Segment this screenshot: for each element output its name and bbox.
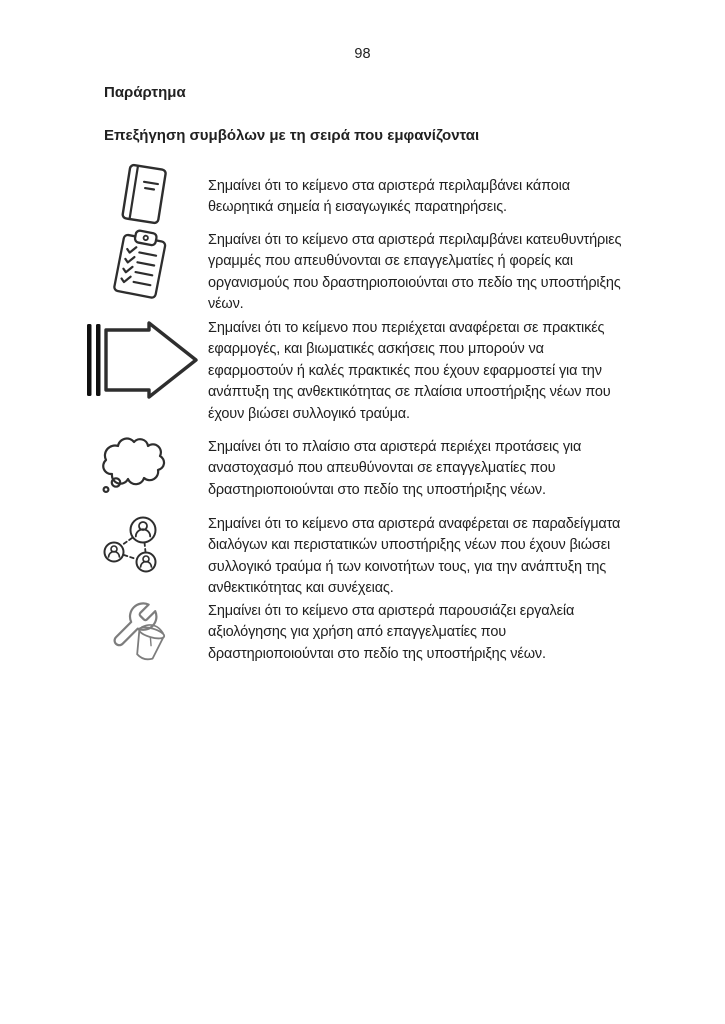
people-network-icon-graphic	[103, 514, 163, 576]
clipboard-checklist-icon	[110, 228, 172, 302]
legend-row-practices	[104, 318, 630, 425]
thought-cloud-icon	[96, 432, 168, 494]
assessment-tools-icon	[106, 597, 172, 665]
notebook-icon	[117, 163, 171, 227]
page-number: 98	[354, 46, 371, 62]
legend-row-theory	[104, 176, 630, 219]
appendix-title: Παράρτημα	[104, 84, 186, 101]
big-arrow-icon	[85, 320, 199, 400]
legend-row-tools	[104, 601, 630, 665]
notebook-icon-graphic	[117, 163, 171, 227]
legend-text-guidelines: Σημαίνει ότι το κείμενο στα αριστερά περιλαμβάνει κατευθυντήριες γραμμές που απευθύνονται σε επαγγελματίες ή φορείς και οργανισμούς που δραστηριοποιούνται στο πεδίο της υποστήριξης νέων.	[208, 232, 622, 313]
clipboard-icon-graphic	[110, 228, 172, 302]
thought-cloud-icon-graphic	[96, 432, 168, 494]
symbols-legend-subtitle: Επεξήγηση συμβόλων με τη σειρά που εμφανίζονται	[104, 127, 480, 144]
legend-text-reflection: Σημαίνει ότι το πλαίσιο στα αριστερά περιέχει προτάσεις για αναστοχασμό που απευθύνονται σε επαγγελματίες που δραστηριοποιούνται στο πεδίο της υποστήριξης νέων.	[208, 439, 582, 498]
legend-row-dialogues	[104, 514, 630, 600]
legend-row-guidelines	[104, 230, 630, 316]
legend-row-reflection	[104, 437, 630, 501]
legend-text-theory: Σημαίνει ότι το κείμενο στα αριστερά περιλαμβάνει κάποια θεωρητικά σημεία ή εισαγωγικές παρατηρήσεις.	[208, 178, 570, 216]
assessment-tools-icon-graphic	[106, 597, 172, 665]
people-network-icon	[103, 514, 163, 576]
legend-text-practices: Σημαίνει ότι το κείμενο που περιέχεται αναφέρεται σε πρακτικές εφαρμογές, και βιωματικές ασκήσεις που μπορούν να εφαρμοστούν ή καλές πρακτικές που έχουν εφαρμοστεί για την ανάπτυξη της ανθεκτικότητας σε πλαίσια υποστήριξης νέων που έχουν βιώσει συλλογικό τραύμα.	[208, 320, 611, 422]
legend-text-tools: Σημαίνει ότι το κείμενο στα αριστερά παρουσιάζει εργαλεία αξιολόγησης για χρήση από επαγγελματίες που δραστηριοποιούνται στο πεδίο της υποστήριξης νέων.	[208, 603, 575, 662]
big-arrow-icon-graphic	[85, 320, 199, 400]
legend-text-dialogues: Σημαίνει ότι το κείμενο στα αριστερά αναφέρεται σε παραδείγματα διαλόγων και περιστατικών υποστήριξης νέων που έχουν βιώσει συλλογικό τραύμα ή των κοινοτήτων τους, για την ανάπτυξη της ανθεκτικότητας και συνέχειας.	[208, 516, 621, 597]
